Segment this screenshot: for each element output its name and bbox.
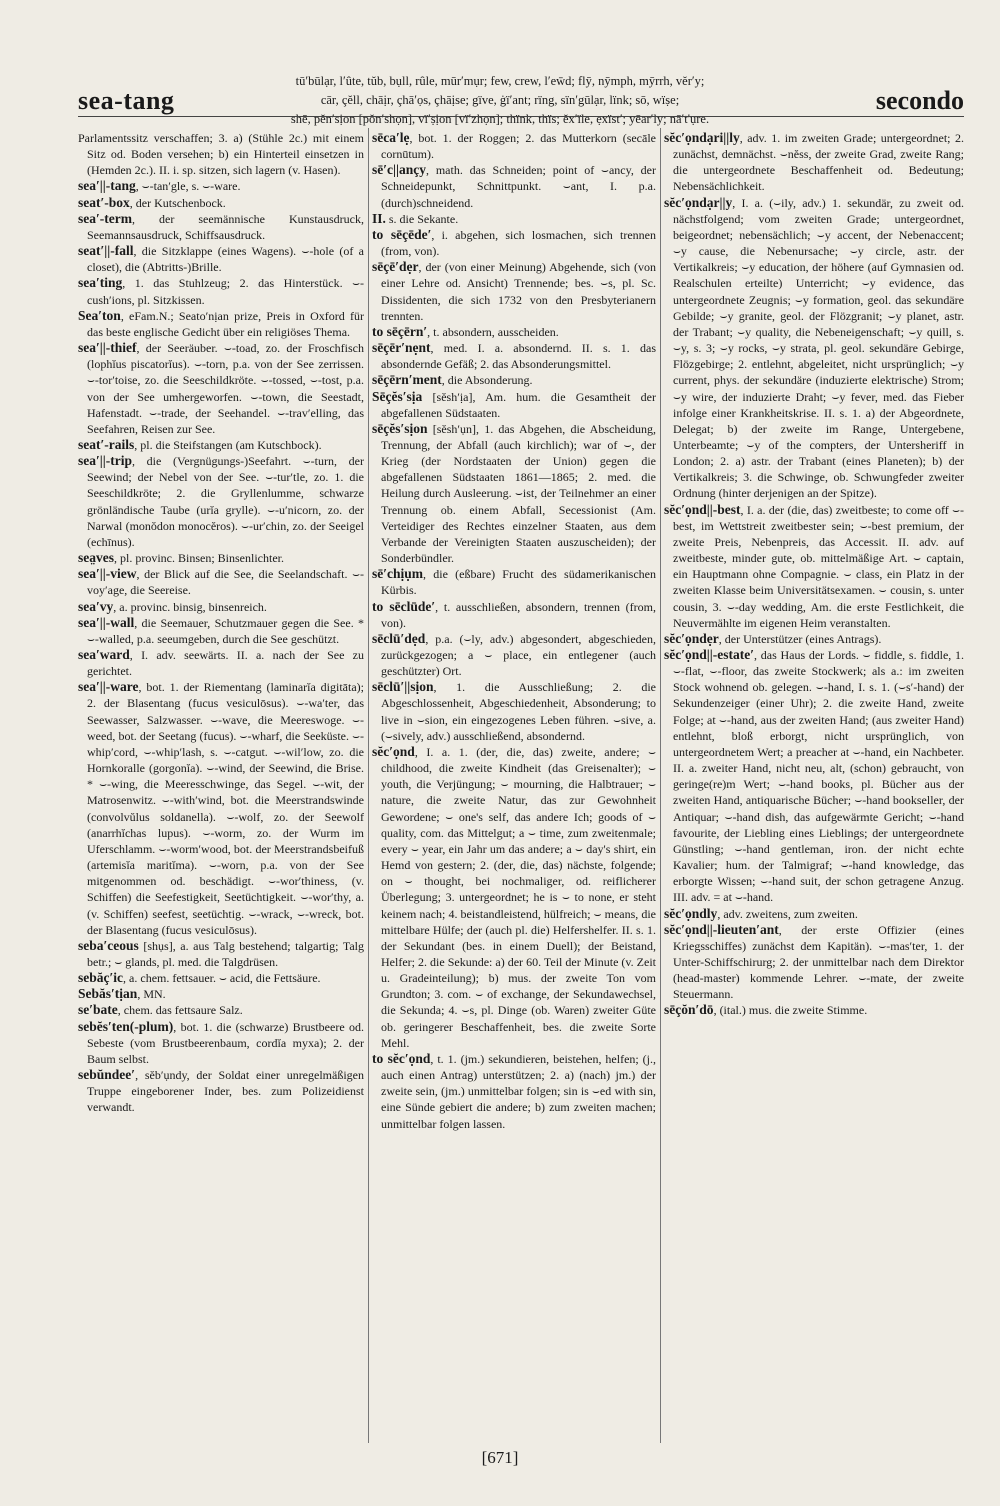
headword: to sēclūde′ xyxy=(372,598,436,614)
dictionary-entry: seat′-rails, pl. die Steifstangen (am Kutschbock). xyxy=(78,436,322,452)
headword: sea′ting xyxy=(78,275,123,291)
dictionary-entry: sea′||-trip, die (Vergnügungs-)Seefahrt. ⌣-turn, der Seewind; der Nebel von der See. ⌣-tur′tle, zo. 1. die Seeschildkröte; 2. die Gryllenlumme, schwarze grönländische Taube (urĭa grylle). ⌣-u′nicorn, zo. der Narwal (monŏdon monocĕros). ⌣-ur′chin, zo. der Seeigel (echīnus). xyxy=(78,453,364,549)
headword: sēca′lẹ xyxy=(372,130,410,145)
dictionary-entry: sea′||-wall, die Seemauer, Schutzmauer gegen die See. * ⌣-walled, p.a. seeumgeben, durch die See geschützt. xyxy=(78,614,364,646)
dictionary-entry: sēçēr′nẹnt, med. I. a. absondernd. II. s. 1. das absondernde Gefäß; 2. das Absonderungsmittel. xyxy=(372,340,656,372)
headword: sea′||-wall xyxy=(78,614,135,630)
page-number: [671] xyxy=(481,1448,519,1467)
dictionary-entry: sēclū′||sịon, 1. die Ausschließung; 2. die Abgeschlossenheit, Abgeschiedenheit, Absonderung; to live in ⌣sion, ein eingezogenes Leben führen. ⌣sive, a. (⌣sively, adv.) ausschließend, absondernd. xyxy=(372,679,656,743)
headword: sea′ward xyxy=(78,647,130,662)
dictionary-entry: II. s. die Sekante. xyxy=(372,210,459,226)
headword: Sēçĕs′sịa xyxy=(372,388,423,404)
headword: sēclū′dẹd xyxy=(372,630,426,646)
header-rule xyxy=(78,116,964,117)
dictionary-entry: sĕc′ọndly, adv. zweitens, zum zweiten. xyxy=(664,905,858,921)
headword: sēçēr′nẹnt xyxy=(372,340,431,356)
dictionary-entry: sebăç′ic, a. chem. fettsauer. ⌣ acid, die Fettsäure. xyxy=(78,970,321,986)
column-right xyxy=(664,130,964,1450)
dictionary-entry: seat′-box, der Kutschenbock. xyxy=(78,194,226,210)
headword: sēçē′dẹr xyxy=(372,259,419,275)
headword: seat′-box xyxy=(78,194,130,210)
headword: sebŭndee′ xyxy=(78,1067,136,1083)
headword: sea′||-view xyxy=(78,566,137,582)
dictionary-entry: sea′||-ware, bot. 1. der Riementang (laminarĭa digitāta); 2. der Blasentang (fucus vesiculōsus). ⌣-wa′ter, das Seewasser, Salzwasser. ⌣-wave, die Meereswoge. ⌣-weed, bot. der Seetang (fucus). ⌣-wharf, die Seeküste. ⌣-whip′cord, ⌣-whip′lash, s. ⌣-catgut. ⌣-wil′low, zo. die Hornkoralle (gorgonĭa). ⌣-wind, der Seewind, die Brise. * ⌣-wing, die Meeresschwinge, das Segel. ⌣-wit, der Matrosenwitz. ⌣-with′wind, bot. die Meerstrandswinde (convolvŭlus soldanella). ⌣-wolf, zo. der Seewolf (anarrhĭchas lupus). ⌣-worm, zo. der Wurm im Uferschlamm. ⌣-worm′wood, bot. der Meerstrandsbeifuß (artemisĭa maritĭma). ⌣-worn, p.a. von der See mitgenommen od. beschädigt. ⌣-wor′thiness, (v. Schiffen) die Seefestigkeit, Seetüchtigkeit. ⌣-wor′thy, a. (v. Schiffen) seefest, seetüchtig. ⌣-wrack, ⌣-wreck, bot. der Blasentang (fucus vesiculōsus). xyxy=(78,679,364,937)
headword: sebĕs′ten(-plum) xyxy=(78,1018,174,1034)
dictionary-entry: sea̤ves, pl. provinc. Binsen; Binsenlichter. xyxy=(78,550,284,566)
column-separator xyxy=(660,128,661,1443)
left-guide-word: sea-tang xyxy=(78,86,175,115)
headword: sea′-term xyxy=(78,210,133,226)
right-guide-word: secondo xyxy=(875,86,964,115)
headword: sea′||-tang xyxy=(78,178,136,194)
dictionary-entry: Sebăs′tịan, MN. xyxy=(78,986,166,1002)
pronunciation-key-line: cār, çĕll, chāịr, çhā′ọs, çhāịse; gïve, ġï′ant; rïng, sïn′gūlạr, lïnk; sō, wïṣe; xyxy=(320,93,680,107)
headword: sĕc′ọndly xyxy=(664,905,718,921)
column-middle xyxy=(372,130,656,1450)
dictionary-entry: sĕc′ọnd||-lieuten′ant, der erste Offizier (eines Kriegsschiffes) zunächst dem Kapitän). ⌣-mas′ter, 1. der Unter-Schiffschirurg; 2. der unmittelbar nach dem Direktor (head-master) kommende Lehrer. ⌣-mate, der zweite Steuermann. xyxy=(664,921,964,1002)
headword: Sebăs′tịan xyxy=(78,986,138,1002)
headword: sē′c||ançy xyxy=(372,162,426,178)
dictionary-entry: Sea′ton, eFam.N.; Seato′nịan prize, Preis in Oxford für das beste englische Gedicht über ein religiöses Thema. xyxy=(78,307,364,339)
headword: sebăç′ic xyxy=(78,970,124,986)
headword: sē′chịụm xyxy=(372,566,424,582)
dictionary-entry: to sĕc′ọnd, t. 1. (jm.) sekundieren, beistehen, helfen; (j., auch einen Antrag) unterstützen; 2. a) (nach) jm.) der zweite sein, (jm.) unmittelbar folgen; sin is ⌣ed with sin, eine Sünde gebiert die andere; b) zum zweiten machen; unmittelbar folgen lassen. xyxy=(372,1050,656,1131)
dictionary-entry: sea′ting, 1. das Stuhlzeug; 2. das Hinterstück. ⌣-cush′ions, pl. Sitzkissen. xyxy=(78,275,364,307)
headword: sĕc′ọndẹr xyxy=(664,630,719,646)
dictionary-entry: sea′||-thief, der Seeräuber. ⌣-toad, zo. der Froschfisch (lophĭus piscatorĭus). ⌣-torn, p.a. von der See zerrissen. ⌣-tor′toise, zo. die Seeschildkröte. ⌣-tossed, ⌣-tost, p.a. von der See umhergeworfen. ⌣-town, die Seestadt, Hafenstadt. ⌣-trade, der Seehandel. ⌣-trav′elling, das Seefahren, Reisen zur See. xyxy=(78,340,364,436)
column-separator xyxy=(368,128,369,1443)
dictionary-entry: seat′||-fall, die Sitzklappe (eines Wagens). ⌣-hole (of a closet), die (Abtritts-)Brille. xyxy=(78,243,364,275)
headword: sea′vy xyxy=(78,598,114,614)
headword: sēclū′||sịon xyxy=(372,679,434,695)
pronunciation-key-line: tū′būlạr, l′ûte, tŭb, bụll, rûle, mūr′mụr; few, crew, l′ew̄d; flȳ, nȳmph, mȳrrh, vĕr′y; xyxy=(295,74,705,88)
dictionary-entry: sēca′lẹ, bot. 1. der Roggen; 2. das Mutterkorn (secāle cornūtum). xyxy=(372,130,656,162)
headword: to sĕc′ọnd xyxy=(372,1050,431,1066)
pronunciation-key-line: shē, pĕn′sịon [pŏn′shọn], vï′ṣịon [vï′zhọn]; thïnk, thïs; ĕx′ïle, ẹxïst′; yēar′ly; nā′t'ụre. xyxy=(290,112,710,126)
headword: sĕc′ọnd||-lieuten′ant xyxy=(664,921,779,937)
headword: sĕc′ọnd||-estate′ xyxy=(664,647,755,662)
dictionary-entry: sĕc′ọndẹr, der Unterstützer (eines Antrags). xyxy=(664,630,882,646)
headword: sea̤ves xyxy=(78,550,114,566)
dictionary-entry: sea′||-tang, ⌣-tan′gle, s. ⌣-ware. xyxy=(78,178,241,194)
headword: sea′||-ware xyxy=(78,679,139,695)
pronunciation-key xyxy=(222,72,778,129)
headword: seat′||-fall xyxy=(78,243,134,259)
dictionary-entry: sebĕs′ten(-plum), bot. 1. die (schwarze) Brustbeere od. Sebeste (vom Brustbeerenbaum, cordĭa myxa); 2. der Baum selbst. xyxy=(78,1018,364,1066)
dictionary-entry: sēçē′dẹr, der (von einer Meinung) Abgehende, sich (von einer Lehre od. Ansicht) Trennende; bes. ⌣s, pl. Sc. Dissidenten, die sich 1732 von den Presbyterianern trennten. xyxy=(372,259,656,323)
dictionary-entry: sea′vy, a. provinc. binsig, binsenreich. xyxy=(78,598,267,614)
headword: to sēçērn′ xyxy=(372,323,428,339)
dictionary-entry: sēçŏn′dō, (ital.) mus. die zweite Stimme. xyxy=(664,1002,868,1018)
headword: seat′-rails xyxy=(78,436,135,452)
headword: sea′||-thief xyxy=(78,340,137,356)
dictionary-entry: sĕc′ọnd||-best, I. a. der (die, das) zweitbeste; to come off ⌣-best, im Wettstreit zweitbester sein; ⌣-best premium, der zweite Preis, Nebenpreis, das Accessit. II. adv. auf zweitbeste, minder gute, ob. mittelmäßige Art. ⌣ captain, ein Hauptmann ohne Compagnie. ⌣ class, ein Platz in der zweiten Klasse beim Universitätsexamen. ⌣ cousin, s. unter cousin, 3. ⌣-day wedding, Am. die erste Festlichkeit, die Neuvermählte im eigenen Heim veranstalten. xyxy=(664,501,964,630)
headword: II. xyxy=(372,210,386,226)
dictionary-entry: to sēçēde′, i. abgehen, sich losmachen, sich trennen (from, von). xyxy=(372,226,656,259)
dictionary-entry: sĕc′ọnd||-estate′, das Haus der Lords. ⌣ fiddle, s. fiddle, 1. ⌣-flat, ⌣-floor, das zweite Stockwerk; als a.: im zweiten Stock wohnend ob. gelegen. ⌣-hand, I. s. 1. (⌣s′-hand) der Sekundenzeiger (einer Uhr); 2. die zweite Hand, zweite Folge; at ⌣-hand, aus der zweiten Hand; (aus zweiter Hand) entlehnt, bloß erborgt, nicht ursprünglich, von untergeordnetem Wert; a preacher at ⌣-hand, ein Nachbeter. II. a. zweiter Hand, nicht neu, alt, (schon) gebraucht, von geringe(re)m Wert; ⌣-hand books, pl. Bücher aus der zweiten Hand, antiquarische Bücher; ⌣-hand bookseller, der Antiquar; ⌣-hand dish, das aufgewärmte Gericht; ⌣-hand favourite, der Liebling eines Lieblings; der untergeordnete Günstling; ⌣-hand gentleman, iron. der nicht echte Kavalier; hum. der Talmigraf; ⌣-hand knowledge, das erborgte Wissen; ⌣-hand suit, der schon getragene Anzug. III. adv. = at ⌣-hand. xyxy=(664,647,964,905)
headword: sĕc′ọndạri||ly xyxy=(664,130,740,145)
dictionary-entry: sĕc′ọndạri||ly, adv. 1. im zweiten Grade; untergeordnet; 2. zunächst, demnächst. ⌣nĕss, der zweite Grad, zweite Rang; die untergeordnete Beschaffenheit od. Bedeutung; Nebensächlichkeit. xyxy=(664,130,964,194)
dictionary-entry: sēclū′dẹd, p.a. (⌣ly, adv.) abgesondert, abgeschieden, zurückgezogen; a ⌣ place, ein entlegener (auch geschützter) Ort. xyxy=(372,630,656,679)
dictionary-entry: Parlamentssitz verschaffen; 3. a) (Stühle 2c.) mit einem Sitz od. Boden versehen; b) ein Hinterteil einsetzen in (Hemden 2c.). II. i. sp. sitzen, sich lagern (v. Hasen). xyxy=(78,131,364,178)
headword: sēçŏn′dō xyxy=(664,1002,714,1018)
dictionary-entry: Sēçĕs′sịa [sĕsh′ịa], Am. hum. die Gesamtheit der abgefallenen Südstaaten. xyxy=(372,388,656,420)
dictionary-entry: sēçĕs′sịon [sĕsh′ụn], 1. das Abgehen, die Abscheidung, Trennung, der Abfall (auch kirchlich); war of ⌣, der Krieg (der Nordstaaten der Union) gegen die abgefallenen Südstaaten 1861—1865; 2. med. die Heilung durch Ausleerung. ⌣ist, der Teilnehmer an einer Trennung ob. einem Abfall, Secessionist (Am. Verteidiger des Rechtes einzelner Staaten, aus dem Verbande der Vereinigten Staaten auszuscheiden); der Sonderbündler. xyxy=(372,420,656,566)
column-left xyxy=(78,130,364,1450)
dictionary-entry: sea′ward, I. adv. seewärts. II. a. nach der See zu gerichtet. xyxy=(78,647,364,679)
headword: seba′ceous xyxy=(78,937,139,953)
headword: Sea′ton xyxy=(78,307,121,323)
headword: se′bate xyxy=(78,1002,118,1018)
headword: sĕc′ọnd xyxy=(372,743,415,759)
headword: sēçērn′ment xyxy=(372,372,442,388)
dictionary-entry: sē′c||ançy, math. das Schneiden; point of ⌣ancy, der Schneidepunkt, Schnittpunkt. ⌣ant, I. p.a. (durch)schneidend. xyxy=(372,162,656,210)
dictionary-entry: sē′chịụm, die (eßbare) Frucht des südamerikanischen Kürbis. xyxy=(372,566,656,598)
dictionary-entry: se′bate, chem. das fettsaure Salz. xyxy=(78,1002,243,1018)
dictionary-entry: to sēçērn′, t. absondern, ausscheiden. xyxy=(372,323,559,339)
dictionary-entry: sebŭndee′, sĕb′ụndy, der Soldat einer unregelmäßigen Truppe eingeborener Inder, bes. zum Polizeidienst verwandt. xyxy=(78,1067,364,1115)
headword: sĕc′ọnd||-best xyxy=(664,501,741,517)
dictionary-entry: sea′-term, der seemännische Kunstausdruck, Seemannsausdruck, Schiffsausdruck. xyxy=(78,210,364,242)
dictionary-entry: sĕc′ọndạr||y, I. a. (⌣ily, adv.) 1. sekundär, zu zweit od. nächstfolgend; vom zweiten Grade; untergeordnet, beigeordnet; nebensächlich; ⌣y accent, der Nebenaccent; ⌣y cause, die Nebenursache; ⌣y circle, astr. der Vertikalkreis; ⌣y education, der höhere (auf Gymnasien od. Realschulen erteilte) Unterricht; ⌣y evidence, das untergeordnete Zeugnis; ⌣y formation, geol. das sekundäre Gebilde; ⌣y granite, geol. der Flözgranit; ⌣y planet, astr. der Trabant; ⌣y quality, die Nebeneigenschaft; ⌣y quill, s. ⌣y, s. 3; ⌣y rocks, ⌣y strata, pl. geol. sekundäre Gebirge, Flözgebirge; 2. entlehnt, abgeleitet, nicht ursprünglich; ⌣y current, phys. der sekundäre (induzierte elektrische) Strom; ⌣y wire, der induzierte Draht; ⌣y fever, med. das Fieber infolge einer Krankheitskrise. II. s. 1. a) der Abgeordnete, Delegat; b) der zweite im Range, Untergebene, Unterbeamte; ⌣y of the compters, der Untersheriff in London; 2. a) astr. der Trabant (eines Planeten); b) der Vertikalkreis; 3. die Schwinge, ob. Schwungfeder zweiter Ordnung (hinter derjenigen an der Spitze). xyxy=(664,194,964,501)
headword: sĕc′ọndạr||y xyxy=(664,194,733,210)
dictionary-entry: to sēclūde′, t. ausschließen, absondern, trennen (from, von). xyxy=(372,598,656,630)
headword: sea′||-trip xyxy=(78,453,132,469)
dictionary-entry: sēçērn′ment, die Absonderung. xyxy=(372,372,533,388)
dictionary-entry: sea′||-view, der Blick auf die See, die Seelandschaft. ⌣-voy′age, die Seereise. xyxy=(78,566,364,598)
headword: sēçĕs′sịon xyxy=(372,420,428,436)
headword: to sēçēde′ xyxy=(372,226,432,242)
dictionary-entry: seba′ceous [shụs], a. aus Talg bestehend; talgartig; Talg betr.; ⌣ glands, pl. med. die Talgdrüsen. xyxy=(78,937,364,969)
dictionary-entry: sĕc′ọnd, I. a. 1. (der, die, das) zweite, andere; ⌣ childhood, die zweite Kindheit (das Greisenalter); ⌣ youth, die Verjüngung; ⌣ mourning, die Halbtrauer; ⌣ nature, die zweite Natur, das zur Gewohnheit Gewordene; ⌣ one's self, das andere Ich; goods of ⌣ quality, com. das Mittelgut; a ⌣ time, zum zweitenmale; every ⌣ year, ein Jahr um das andere; a ⌣ day's shirt, ein Hemd von gestern; 2. (der, die, das) nächste, folgende; on ⌣ thought, bei nochmaliger, od. reiflicherer Überlegung; 3. untergeordnet; he is ⌣ to none, er steht keinem nach; 4. beistandleistend, hülfreich; ⌣ means, die mittelbare Hülfe; der (auch pl. die) Helfershelfer. II. s. 1. der Sekundant (bes. in einem Duell); der Beistand, Helfer; 2. die Sekunde: a) der 60. Teil der Minute (v. Zeit u. Gradeinteilung); b) mus. der zweite Ton vom Grundton; 3. com. ⌣ of exchange, der Sekundawechsel, die Sekunda; 4. ⌣s, pl. Dinge (ob. Waren) zweiter Güte ob. geringerer Beschaffenheit, bes. die zweite Sorte Mehl. xyxy=(372,743,656,1050)
